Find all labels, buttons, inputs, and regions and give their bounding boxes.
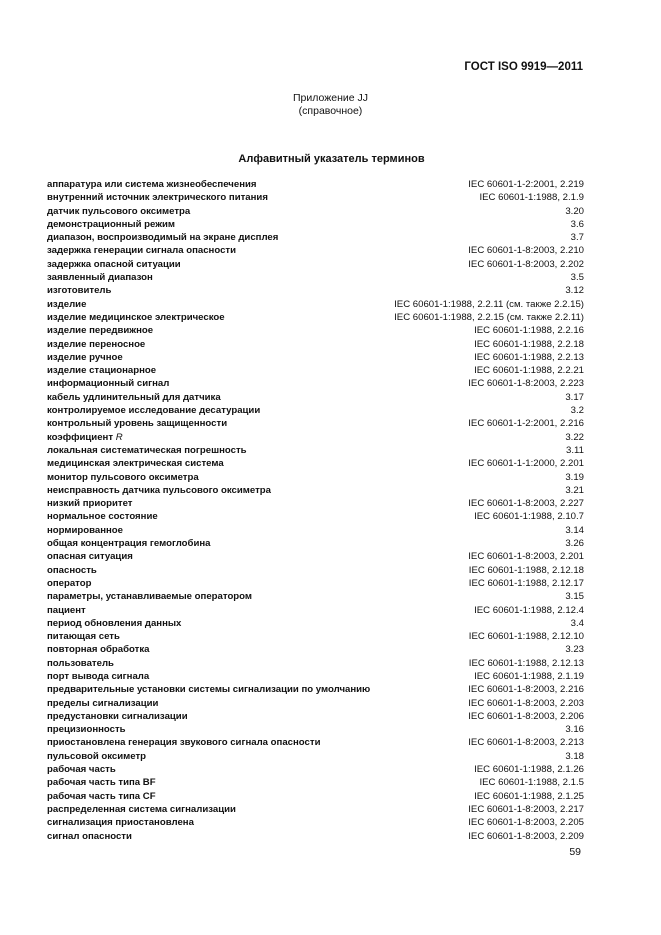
index-term: [47, 405, 260, 416]
index-term: [47, 232, 278, 243]
index-term-text: повторная обработка: [47, 644, 150, 656]
page-number: 59: [569, 846, 581, 858]
index-term: [47, 605, 86, 616]
index-entry: [47, 525, 584, 538]
index-term-text: рабочая часть типа BF: [47, 777, 156, 789]
index-entry: [47, 378, 584, 391]
index-entry: [47, 791, 584, 804]
index-term: [47, 312, 225, 323]
index-reference: IEC 60601-1-8:2003, 2.217: [468, 803, 584, 815]
index-reference: IEC 60601-1:1988, 2.12.4: [474, 604, 584, 616]
index-entry: [47, 498, 584, 511]
index-reference: IEC 60601-1-8:2003, 2.213: [468, 737, 584, 749]
index-entry: [47, 817, 584, 830]
index-term-text: рабочая часть типа CF: [47, 790, 156, 802]
index-entry: [47, 711, 584, 724]
index-reference: IEC 60601-1:1988, 2.2.13: [474, 351, 584, 363]
index-entry: [47, 684, 584, 697]
index-reference: IEC 60601-1:1988, 2.1.26: [474, 764, 584, 776]
index-reference: IEC 60601-1-8:2003, 2.201: [468, 551, 584, 563]
index-term: [47, 458, 224, 469]
index-term-text: предустановки сигнализации: [47, 710, 188, 722]
index-term: [47, 192, 268, 203]
index-entry: [47, 472, 584, 485]
index-term: [47, 432, 123, 443]
index-reference: IEC 60601-1:1988, 2.2.15 (см. также 2.2.11): [394, 311, 584, 323]
index-term: [47, 352, 123, 363]
index-term-text: сигнал опасности: [47, 830, 132, 842]
index-reference: IEC 60601-1-2:2001, 2.216: [468, 418, 584, 430]
index-entry: [47, 777, 584, 790]
index-term-text: параметры, устанавливаемые оператором: [47, 591, 252, 603]
index-reference: IEC 60601-1-8:2003, 2.209: [468, 830, 584, 842]
index-reference: 3.22: [565, 431, 584, 443]
index-entry: [47, 485, 584, 498]
index-term-text: изделие медицинское электрическое: [47, 311, 225, 323]
index-entry: [47, 339, 584, 352]
index-reference: IEC 60601-1:1988, 2.12.13: [468, 657, 584, 669]
index-reference: 3.5: [570, 272, 584, 284]
index-term-text: пределы сигнализации: [47, 697, 159, 709]
index-term: [47, 777, 156, 788]
index-term: [47, 285, 111, 296]
index-term: [47, 299, 86, 310]
index-term-text: медицинская электрическая система: [47, 458, 224, 470]
index-reference: IEC 60601-1-8:2003, 2.223: [468, 378, 584, 390]
index-term-text: прецизионность: [47, 724, 126, 736]
index-reference: IEC 60601-1-8:2003, 2.227: [468, 498, 584, 510]
index-term-text: пациент: [47, 604, 86, 616]
index-entry: [47, 724, 584, 737]
index-term-text: питающая сеть: [47, 631, 120, 643]
index-term: [47, 392, 221, 403]
index-heading: Алфавитный указатель терминов: [238, 153, 425, 165]
index-reference: 3.12: [565, 285, 584, 297]
index-entry: [47, 458, 584, 471]
index-reference: 3.21: [565, 484, 584, 496]
index-term: [47, 764, 116, 775]
index-term: [47, 591, 252, 602]
index-reference: IEC 60601-1:1988, 2.2.16: [474, 325, 584, 337]
index-entry: [47, 737, 584, 750]
index-entry: [47, 259, 584, 272]
index-reference: 3.14: [565, 524, 584, 536]
index-term-text: изготовитель: [47, 285, 112, 297]
index-term: [47, 538, 210, 549]
index-term: [47, 525, 123, 536]
index-term-text: низкий приоритет: [47, 498, 133, 510]
index-reference: IEC 60601-1-8:2003, 2.202: [468, 258, 584, 270]
index-term-text: изделие ручное: [47, 351, 123, 363]
index-entry: [47, 325, 584, 338]
index-reference: 3.19: [565, 471, 584, 483]
index-reference: IEC 60601-1:1988, 2.1.9: [479, 192, 584, 204]
index-reference: IEC 60601-1:1988, 2.10.7: [474, 511, 584, 523]
index-term: [47, 325, 153, 336]
index-entry: [47, 511, 584, 524]
index-reference: IEC 60601-1:1988, 2.12.10: [468, 631, 584, 643]
index-term-text: изделие передвижное: [47, 325, 154, 337]
index-entry: [47, 538, 584, 551]
index-term: [47, 259, 181, 270]
index-term: [47, 565, 97, 576]
index-term-text: сигнализация приостановлена: [47, 817, 194, 829]
index-reference: IEC 60601-1:1988, 2.12.17: [468, 577, 584, 589]
standard-designation: ГОСТ ISO 9919—2011: [464, 61, 583, 73]
appendix-header: [0, 92, 661, 118]
index-term-text: контрольный уровень защищенности: [47, 418, 228, 430]
index-term: [47, 498, 133, 509]
index-entry: [47, 658, 584, 671]
index-entry: [47, 618, 584, 631]
index-entry: [47, 751, 584, 764]
index-term: [47, 418, 227, 429]
index-term: [47, 472, 199, 483]
index-reference: IEC 60601-1:1988, 2.2.21: [474, 365, 584, 377]
index-term-text: диапазон, воспроизводимый на экране дисплея: [47, 232, 279, 244]
index-entry: [47, 418, 584, 431]
index-term: [47, 445, 247, 456]
index-term-text: локальная систематическая погрешность: [47, 444, 247, 456]
index-term-text: нормальное состояние: [47, 511, 158, 523]
index-term-text: коэффициент: [47, 431, 114, 443]
index-entry: [47, 445, 584, 458]
index-term: [47, 831, 132, 842]
index-term-text: изделие переносное: [47, 338, 146, 350]
index-term: [47, 737, 320, 748]
index-reference: IEC 60601-1:1988, 2.1.19: [474, 670, 584, 682]
index-reference: 3.4: [570, 617, 584, 629]
index-entry: [47, 232, 584, 245]
index-term-text: демонстрационный режим: [47, 218, 176, 230]
index-term: [47, 817, 194, 828]
index-term-variable: R: [115, 431, 123, 443]
index-entry: [47, 312, 584, 325]
index-entry: [47, 831, 584, 844]
index-entry: [47, 605, 584, 618]
index-entry: [47, 631, 584, 644]
index-entry: [47, 432, 584, 445]
index-reference: IEC 60601-1-8:2003, 2.216: [468, 684, 584, 696]
index-term: [47, 804, 236, 815]
index-entry: [47, 219, 584, 232]
index-term: [47, 698, 158, 709]
index-entry: [47, 299, 584, 312]
index-term-text: пользователь: [47, 657, 114, 669]
index-term: [47, 365, 156, 376]
index-reference: 3.6: [570, 218, 584, 230]
index-reference: IEC 60601-1-8:2003, 2.206: [468, 710, 584, 722]
index-reference: IEC 60601-1-8:2003, 2.203: [468, 697, 584, 709]
index-term: [47, 684, 370, 695]
index-entry: [47, 764, 584, 777]
index-term-text: пульсовой оксиметр: [47, 750, 147, 762]
index-term-text: период обновления данных: [47, 617, 182, 629]
index-reference: 3.11: [566, 444, 584, 456]
index-term: [47, 511, 158, 522]
index-term-text: заявленный диапазон: [47, 272, 153, 284]
index-term-text: рабочая часть: [47, 764, 116, 776]
index-term: [47, 219, 175, 230]
index-term-text: опасность: [47, 564, 97, 576]
index-term-text: изделие: [47, 298, 87, 310]
index-reference: 3.17: [565, 391, 584, 403]
index-reference: 3.15: [565, 591, 584, 603]
index-term: [47, 751, 146, 762]
index-reference: IEC 60601-1:1988, 2.1.25: [474, 790, 584, 802]
index-entry: [47, 578, 584, 591]
index-term-text: информационный сигнал: [47, 378, 170, 390]
index-reference: IEC 60601-1-1:2000, 2.201: [468, 458, 584, 470]
index-reference: IEC 60601-1:1988, 2.2.11 (см. также 2.2.15): [394, 298, 584, 310]
index-term: [47, 631, 120, 642]
index-entry: [47, 365, 584, 378]
index-term: [47, 578, 91, 589]
index-term: [47, 618, 181, 629]
index-reference: IEC 60601-1:1988, 2.2.18: [474, 338, 584, 350]
index-entry: [47, 285, 584, 298]
index-term: [47, 378, 169, 389]
index-entry: [47, 804, 584, 817]
index-term-text: аппаратура или система жизнеобеспечения: [47, 179, 257, 190]
index-entry: [47, 405, 584, 418]
index-term-text: внутренний источник электрического питания: [47, 192, 268, 204]
index-term-text: задержка генерации сигнала опасности: [47, 245, 236, 257]
index-entry: [47, 352, 584, 365]
index-entry: [47, 192, 584, 205]
index-term: [47, 551, 133, 562]
index-term-text: общая концентрация гемоглобина: [47, 538, 211, 550]
index-term: [47, 485, 271, 496]
index-entry: [47, 245, 584, 258]
appendix-title: Приложение JJ: [292, 92, 368, 104]
index-term-text: опасная ситуация: [47, 551, 133, 563]
index-entry: [47, 272, 584, 285]
index-entry: [47, 698, 584, 711]
index-term: [47, 658, 114, 669]
index-term: [47, 711, 188, 722]
index-reference: IEC 60601-1:1988, 2.1.5: [479, 777, 584, 789]
index-reference: IEC 60601-1-8:2003, 2.205: [468, 817, 584, 829]
index-reference: 3.16: [565, 724, 584, 736]
index-term-text: кабель удлинительный для датчика: [47, 391, 221, 403]
index-entry: [47, 179, 584, 192]
index-reference: IEC 60601-1-2:2001, 2.219: [468, 179, 584, 190]
index-term-text: порт вывода сигнала: [47, 670, 150, 682]
index-reference: 3.7: [570, 232, 584, 244]
index-term-text: предварительные установки системы сигнализации по умолчанию: [47, 684, 371, 696]
index-term: [47, 644, 149, 655]
index-entry: [47, 644, 584, 657]
index-entry: [47, 392, 584, 405]
index-term-text: монитор пульсового оксиметра: [47, 471, 199, 483]
index-entry: [47, 671, 584, 684]
index-reference: IEC 60601-1-8:2003, 2.210: [468, 245, 584, 257]
index-term: [47, 671, 149, 682]
index-reference: 3.18: [565, 750, 584, 762]
index-entry: [47, 551, 584, 564]
index-term: [47, 724, 126, 735]
index-term-text: задержка опасной ситуации: [47, 258, 181, 270]
index-reference: 3.20: [565, 205, 584, 217]
index-entry: [47, 591, 584, 604]
index-term: [47, 179, 256, 190]
index-reference: 3.23: [565, 644, 584, 656]
index-term-text: контролируемое исследование десатурации: [47, 405, 261, 417]
index-reference: 3.2: [570, 405, 584, 417]
index-term-text: приостановлена генерация звукового сигнала опасности: [47, 737, 321, 749]
appendix-subtitle: (справочное): [298, 105, 363, 117]
term-index: [47, 179, 584, 844]
index-term: [47, 339, 145, 350]
index-term-text: датчик пульсового оксиметра: [47, 205, 191, 217]
index-term-text: распределенная система сигнализации: [47, 803, 236, 815]
index-entry: [47, 206, 584, 219]
index-term: [47, 272, 153, 283]
index-term-text: неисправность датчика пульсового оксиметра: [47, 484, 271, 496]
index-reference: IEC 60601-1:1988, 2.12.18: [468, 564, 584, 576]
index-term: [47, 791, 156, 802]
index-term: [47, 245, 236, 256]
index-term-text: изделие стационарное: [47, 365, 157, 377]
index-term: [47, 206, 190, 217]
index-term-text: оператор: [47, 577, 92, 589]
index-term-text: нормированное: [47, 524, 123, 536]
index-entry: [47, 565, 584, 578]
index-reference: 3.26: [565, 538, 584, 550]
